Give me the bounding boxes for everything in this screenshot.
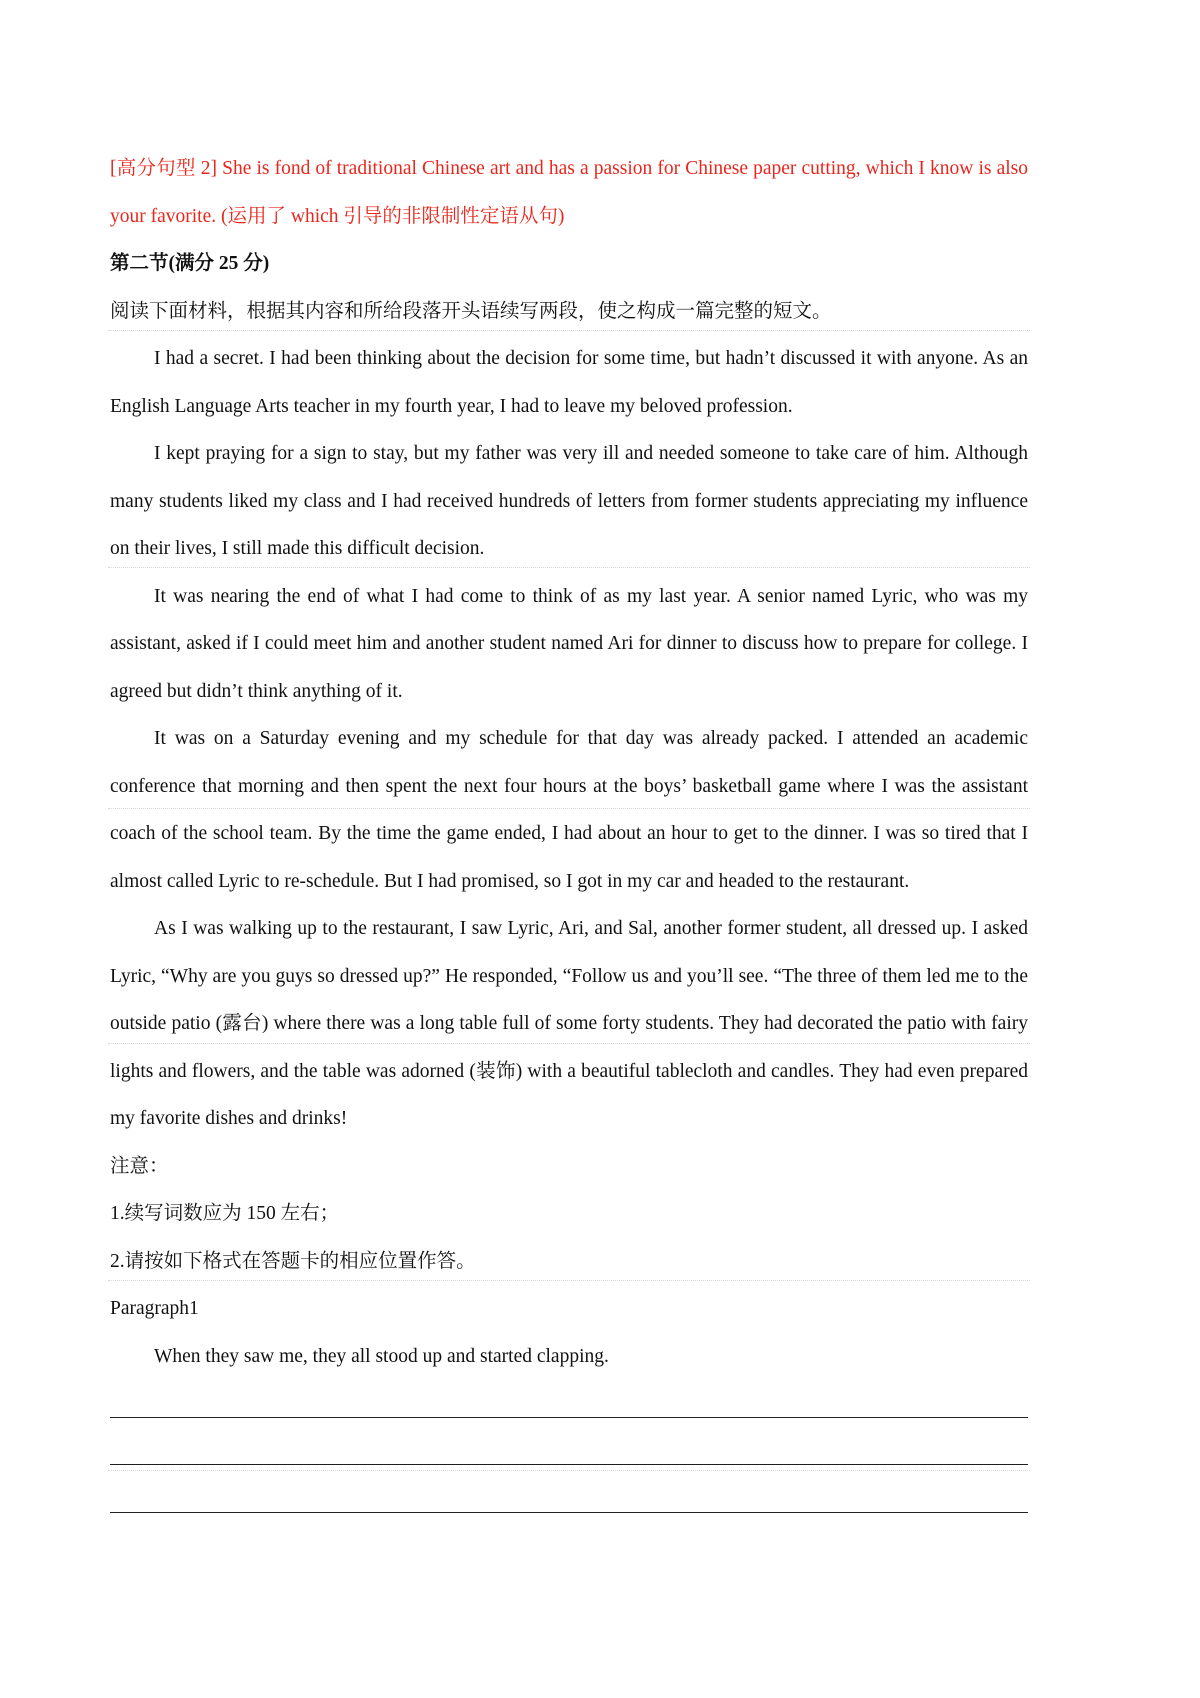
paragraph-label: Paragraph1 bbox=[110, 1298, 199, 1319]
story-paragraph-5: As I was walking up to the restaurant, I saw Lyric, Ari, and Sal, another former student, all dressed up. I asked Lyric, “Why are you guys so dressed up?” He responded, “Follow us and you’ll see. “The three of them led me to the outside patio (露台) where there was a long table full of some forty students. They had decorated the patio with fairy lights and flowers, and the table was adorned (装饰) with a beautiful tablecloth and candles. They had even prepared my favorite dishes and drinks! bbox=[110, 918, 1028, 1129]
notes-item-2: 2.请按如下格式在答题卡的相应位置作答。 bbox=[110, 1250, 476, 1272]
answer-line[interactable] bbox=[110, 1428, 1028, 1476]
story-paragraph-2: I kept praying for a sign to stay, but my father was very ill and needed someone to take care of him. Although many students liked my class and I had received hundreds of letters from former students appreciating my influence on their lives, I still made this difficult decision. bbox=[110, 443, 1028, 559]
highlight-sentence: [高分句型 2] She is fond of traditional Chinese art and has a passion for Chinese paper cutting, which I know is also your favorite. (运用了 which 引导的非限制性定语从句) bbox=[110, 158, 1028, 227]
answer-line[interactable] bbox=[110, 1380, 1028, 1428]
answer-line[interactable] bbox=[110, 1475, 1028, 1523]
notes-heading: 注意： bbox=[110, 1155, 169, 1177]
section-title: 第二节(满分 25 分) bbox=[110, 253, 270, 274]
paragraph-opening: When they saw me, they all stood up and started clapping. bbox=[154, 1345, 609, 1367]
document-content bbox=[110, 145, 1028, 1523]
notes-item-1: 1.续写词数应为 150 左右； bbox=[110, 1203, 340, 1224]
story-paragraph-4: It was on a Saturday evening and my schedule for that day was already packed. I attended an academic conference that morning and then spent the next four hours at the boys’ basketball game where I was the assistant coach of the school team. By the time the game ended, I had about an hour to get to the dinner. I was so tired that I almost called Lyric to re-schedule. But I had promised, so I got in my car and headed to the restaurant. bbox=[110, 728, 1028, 892]
section-instruction: 阅读下面材料，根据其内容和所给段落开头语续写两段，使之构成一篇完整的短文。 bbox=[110, 300, 832, 322]
story-paragraph-1: I had a secret. I had been thinking about the decision for some time, but hadn’t discussed it with anyone. As an English Language Arts teacher in my fourth year, I had to leave my beloved profession. bbox=[110, 348, 1028, 417]
story-paragraph-3: It was nearing the end of what I had come to think of as my last year. A senior named Lyric, who was my assistant, asked if I could meet him and another student named Ari for dinner to discuss how to prepare for college. I agreed but didn’t think anything of it. bbox=[110, 585, 1028, 702]
